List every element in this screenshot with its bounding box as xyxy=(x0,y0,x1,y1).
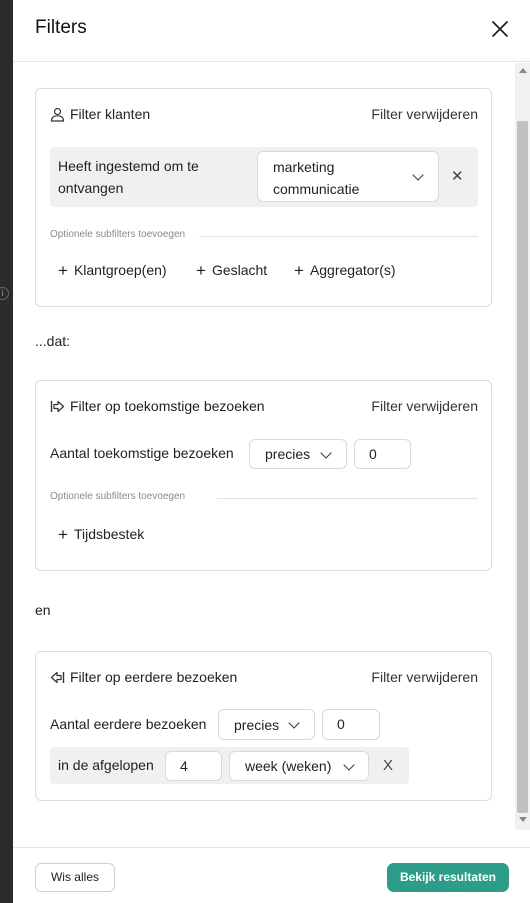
card-title: Filter op eerdere bezoeken xyxy=(70,669,238,685)
add-subfilter-gender[interactable]: + Geslacht xyxy=(196,261,268,280)
scrollbar-thumb[interactable] xyxy=(517,121,528,813)
remove-filter-button[interactable]: Filter verwijderen xyxy=(371,398,478,414)
filters-scroll-area xyxy=(13,63,530,830)
card-header xyxy=(50,397,478,417)
consent-type-select[interactable] xyxy=(257,151,439,202)
background-page xyxy=(0,0,14,903)
period-unit-value: week (weken) xyxy=(245,758,332,774)
card-header xyxy=(50,668,478,688)
divider xyxy=(217,498,478,499)
future-visits-filter-card xyxy=(35,380,492,571)
consent-type-value: marketing communicatie xyxy=(273,159,360,197)
panel-header xyxy=(13,0,530,62)
plus-icon: + xyxy=(58,525,68,544)
panel-footer xyxy=(13,847,530,903)
remove-period-button[interactable]: X xyxy=(383,757,394,774)
card-title: Filter op toekomstige bezoeken xyxy=(70,398,265,414)
future-operator-select[interactable] xyxy=(249,439,347,469)
period-unit-select[interactable] xyxy=(229,751,369,781)
filters-panel xyxy=(13,0,530,903)
future-visits-count-label: Aantal toekomstige bezoeken xyxy=(50,445,234,461)
future-visits-count-input[interactable]: 0 xyxy=(354,439,411,469)
plus-icon: + xyxy=(196,261,206,280)
chevron-down-icon xyxy=(343,759,354,770)
user-icon xyxy=(50,107,65,122)
subfilters-label: Optionele subfilters toevoegen xyxy=(50,229,186,240)
plus-icon: + xyxy=(294,261,304,280)
add-subfilter-customer-group[interactable]: + Klantgroep(en) xyxy=(58,261,167,280)
card-title: Filter klanten xyxy=(70,106,151,122)
condition-label: Heeft ingestemd om te ontvangen xyxy=(58,158,199,196)
connector-that: ...dat: xyxy=(35,333,71,349)
divider xyxy=(199,236,478,237)
scroll-up-arrow-icon[interactable] xyxy=(519,68,527,73)
remove-condition-button[interactable]: ✕ xyxy=(451,168,464,185)
scroll-down-arrow-icon[interactable] xyxy=(519,817,527,822)
info-icon: i xyxy=(0,287,9,300)
past-operator-select[interactable] xyxy=(218,709,315,740)
chevron-down-icon xyxy=(412,169,423,180)
past-visits-count-input[interactable]: 0 xyxy=(322,709,380,740)
arrow-right-box-icon xyxy=(50,399,65,414)
card-header xyxy=(50,105,478,125)
operator-value: precies xyxy=(265,446,311,462)
consent-condition-row xyxy=(50,147,478,207)
plus-icon: + xyxy=(58,261,68,280)
period-value-input[interactable]: 4 xyxy=(165,751,222,781)
remove-filter-button[interactable]: Filter verwijderen xyxy=(371,106,478,122)
connector-and: en xyxy=(35,602,51,618)
add-subfilter-timeframe[interactable]: + Tijdsbestek xyxy=(58,525,145,544)
subfilters-label: Optionele subfilters toevoegen xyxy=(50,491,186,502)
period-row xyxy=(50,747,409,784)
close-icon[interactable] xyxy=(489,18,511,40)
past-visits-filter-card xyxy=(35,651,492,801)
clear-all-button[interactable]: Wis alles xyxy=(35,863,115,892)
panel-title: Filters xyxy=(35,17,87,38)
view-results-button[interactable]: Bekijk resultaten xyxy=(387,863,509,892)
arrow-left-box-icon xyxy=(50,670,65,685)
operator-value: precies xyxy=(234,717,280,733)
customer-filter-card xyxy=(35,88,492,307)
past-visits-count-label: Aantal eerdere bezoeken xyxy=(50,716,207,732)
vertical-scrollbar[interactable] xyxy=(515,63,530,830)
remove-filter-button[interactable]: Filter verwijderen xyxy=(371,669,478,685)
chevron-down-icon xyxy=(320,447,331,458)
add-subfilter-aggregator[interactable]: + Aggregator(s) xyxy=(294,261,396,280)
period-label: in de afgelopen xyxy=(58,757,154,773)
chevron-down-icon xyxy=(288,717,299,728)
